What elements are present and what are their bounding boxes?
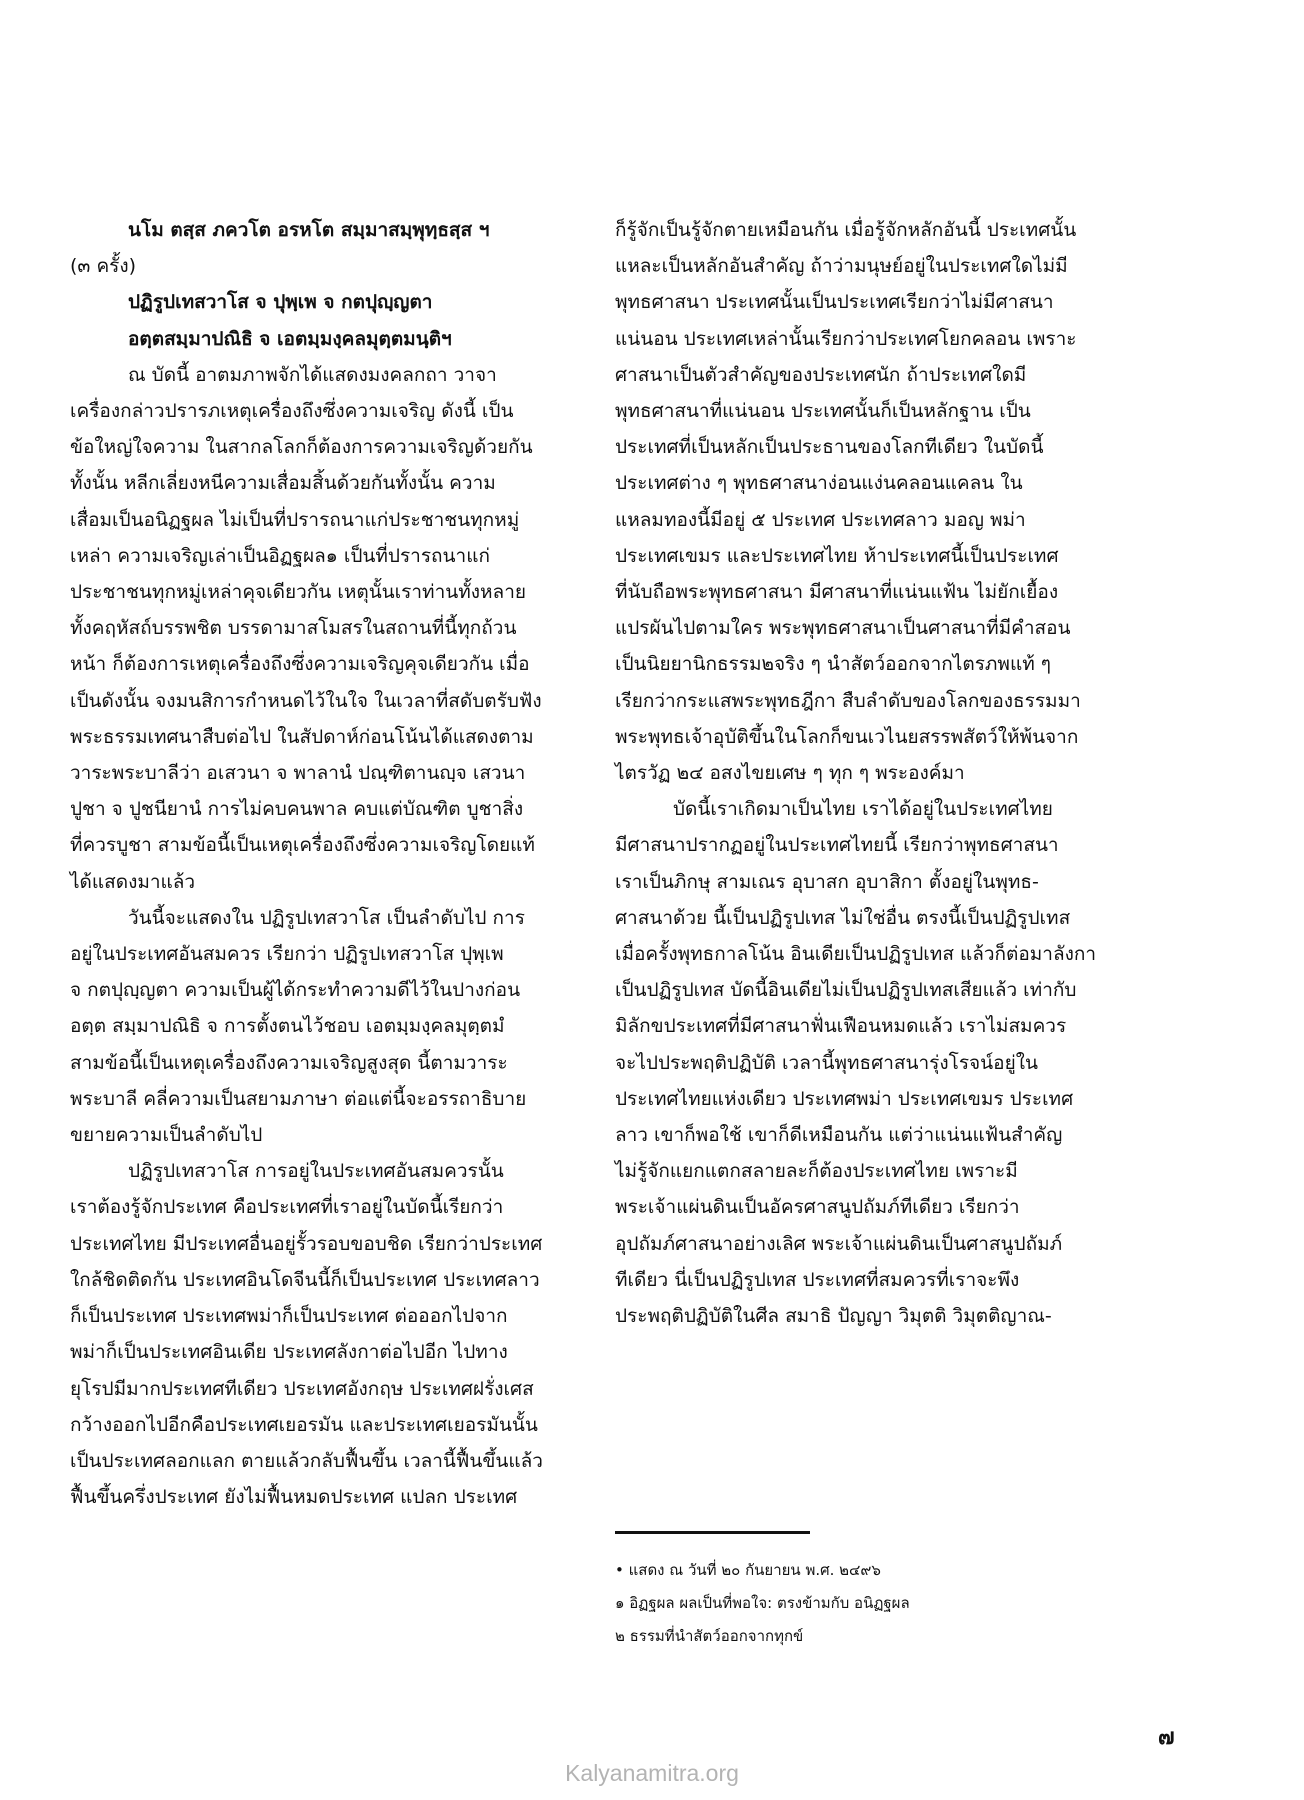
text-line: แน่นอน ประเทศเหล่านั้นเรียกว่าประเทศโยกคลอน เพราะ [615,327,1077,350]
text-line: (๓ ครั้ง) [70,255,137,278]
text-line: พุทธศาสนาที่แน่นอน ประเทศนั้นก็เป็นหลักฐาน เป็น [615,400,1031,423]
text-line: ประเทศไทย มีประเทศอื่นอยู่รั้วรอบขอบชิด เรียกว่าประเทศ [70,1232,543,1255]
watermark: Kalyanamitra.org [565,1760,739,1786]
footnote-rule [615,1531,810,1534]
text-line: พระธรรมเทศนาสืบต่อไป ในสัปดาห์ก่อนโน้นได้แสดงตาม [70,725,534,748]
text-line: มีศาสนาปรากฏอยู่ในประเทศไทยนี้ เรียกว่าพุทธศาสนา [615,834,1059,857]
footnotes [615,1531,1015,1653]
text-line: สามข้อนี้เป็นเหตุเครื่องถึงความเจริญสูงสุด นี้ตามวาระ [70,1051,508,1074]
text-line: จะไปประพฤติปฏิบัติ เวลานี้พุทธศาสนารุ่งโรจน์อยู่ใน [615,1051,1038,1074]
text-line: ทั้งคฤหัสถ์บรรพชิต บรรดามาสโมสรในสถานที่นี้ทุกถ้วน [70,617,517,640]
text-line: ประเทศที่เป็นหลักเป็นประธานของโลกทีเดียว ในบัดนี้ [615,436,1044,459]
footnote-3: ๒ ธรรมที่นำสัตว์ออกจากทุกข์ [615,1627,804,1645]
text-line: ประเทศต่าง ๆ พุทธศาสนาง่อนแง่นคลอนแคลน ใน [615,472,1023,495]
text-line: ณ บัดนี้ อาตมภาพจักได้แสดงมงคลกถา วาจา [128,363,497,386]
text-line: เป็นดังนั้น จงมนสิการกำหนดไว้ในใจ ในเวลาที่สดับตรับฟัง [70,689,542,712]
text-line: ยุโรปมีมากประเทศทีเดียว ประเทศอังกฤษ ประเทศฝรั่งเศส [70,1377,534,1400]
text-line: ข้อใหญ่ใจความ ในสากลโลกก็ต้องการความเจริญด้วยกัน [70,436,533,459]
text-line: นโม ตสฺส ภควโต อรหโต สมฺมาสมฺพุทฺธสฺส ฯ [128,219,490,241]
text-line: แหละเป็นหลักอันสำคัญ ถ้าว่ามนุษย์อยู่ในประเทศใดไม่มี [615,255,1068,278]
text-line: เป็นนิยยานิกธรรม๒จริง ๆ นำสัตว์ออกจากไตรภพแท้ ๆ [615,653,1051,676]
text-line: เมื่อครั้งพุทธกาลโน้น อินเดียเป็นปฏิรูปเทส แล้วก็ต่อมาลังกา [615,943,1097,966]
text-line: มิลักขประเทศที่มีศาสนาฟั่นเฟือนหมดแล้ว เราไม่สมควร [615,1015,1067,1038]
text-line: พม่าก็เป็นประเทศอินเดีย ประเทศลังกาต่อไปอีก ไปทาง [70,1341,508,1364]
text-line: ทีเดียว นี่เป็นปฏิรูปเทส ประเทศที่สมควรที่เราจะพึง [615,1268,1020,1291]
text-line: ประพฤติปฏิบัติในศีล สมาธิ ปัญญา วิมุตติ วิมุตติญาณ- [615,1305,1052,1328]
text-line: จ กตปุญฺญตา ความเป็นผู้ได้กระทำความดีไว้ในปางก่อน [70,979,521,1002]
text-line: ได้แสดงมาแล้ว [70,870,196,893]
text-line: อตฺตสมฺมาปณิธิ จ เอตมฺมงฺคลมุตฺตมนฺติฯ [128,327,452,350]
text-line: เราเป็นภิกษุ สามเณร อุบาสก อุบาสิกา ตั้งอยู่ในพุทธ- [615,870,1039,893]
text-line: พระเจ้าแผ่นดินเป็นอัครศาสนูปถัมภ์ทีเดียว เรียกว่า [615,1196,1020,1219]
text-line: พุทธศาสนา ประเทศนั้นเป็นประเทศเรียกว่าไม่มีศาสนา [615,291,1054,314]
text-line: บัดนี้เราเกิดมาเป็นไทย เราได้อยู่ในประเทศไทย [673,798,1053,821]
text-line: ปฏิรูปเทสวาโส จ ปุพฺเพ จ กตปุญฺญตา [128,291,433,314]
text-line: อตฺต สมฺมาปณิธิ จ การตั้งตนไว้ชอบ เอตมฺมงฺคลมุตฺตมํ [70,1015,505,1038]
text-line: ปฏิรูปเทสวาโส การอยู่ในประเทศอันสมควรนั้น [128,1160,504,1183]
text-line: พระพุทธเจ้าอุบัติขึ้นในโลกก็ขนเวไนยสรรพสัตว์ให้พ้นจาก [615,725,1079,748]
text-line: ปูชา จ ปูชนียานํ การไม่คบคนพาล คบแต่บัณฑิต บูชาสิ่ง [70,798,524,821]
text-line: ไม่รู้จักแยกแตกสลายละก็ต้องประเทศไทย เพราะมี [615,1160,1018,1183]
text-line: ศาสนาด้วย นี้เป็นปฏิรูปเทส ไม่ใช่อื่น ตรงนี้เป็นปฏิรูปเทส [615,906,1071,929]
footnote-1: • แสดง ณ วันที่ ๒๐ กันยายน พ.ศ. ๒๔๙๖ [615,1561,881,1579]
right-column [615,212,1103,1334]
text-line: ประเทศไทยแห่งเดียว ประเทศพม่า ประเทศเขมร ประเทศ [615,1087,1074,1110]
text-line: ใกล้ชิดติดกัน ประเทศอินโดจีนนี้ก็เป็นประเทศ ประเทศลาว [70,1268,540,1291]
text-line: ไตรวัฏ ๒๔ อสงไขยเศษ ๆ ทุก ๆ พระองค์มา [615,762,965,785]
left-column [70,212,570,1515]
text-line: วันนี้จะแสดงใน ปฏิรูปเทสวาโส เป็นลำดับไป การ [128,906,525,929]
text-line: หน้า ก็ต้องการเหตุเครื่องถึงซึ่งความเจริญคุจเดียวกัน เมื่อ [70,653,530,676]
text-line: ศาสนาเป็นตัวสำคัญของประเทศนัก ถ้าประเทศใดมี [615,363,1027,386]
text-line: เหล่า ความเจริญเล่าเป็นอิฏฐผล๑ เป็นที่ปรารถนาแก่ [70,544,490,567]
text-line: ที่ควรบูชา สามข้อนี้เป็นเหตุเครื่องถึงซึ่งความเจริญโดยแท้ [70,834,535,857]
text-line: ฟื้นขึ้นครึ่งประเทศ ยังไม่ฟื้นหมดประเทศ แปลก ประเทศ [70,1486,518,1509]
text-line: ประเทศเขมร และประเทศไทย ห้าประเทศนี้เป็นประเทศ [615,544,1059,567]
page-number: ๗ [1158,1725,1175,1750]
text-line: ก็เป็นประเทศ ประเทศพม่าก็เป็นประเทศ ต่อออกไปจาก [70,1305,508,1328]
footnote-2: ๑ อิฏฐผล ผลเป็นที่พอใจ: ตรงข้ามกับ อนิฏฐผล [615,1594,910,1612]
text-line: อยู่ในประเทศอันสมควร เรียกว่า ปฏิรูปเทสวาโส ปุพฺเพ [70,943,504,966]
text-line: แปรผันไปตามใคร พระพุทธศาสนาเป็นศาสนาที่มีคำสอน [615,617,1071,640]
text-line: กว้างออกไปอีกคือประเทศเยอรมัน และประเทศเยอรมันนั้น [70,1413,538,1436]
text-line: ลาว เขาก็พอใช้ เขาก็ดีเหมือนกัน แต่ว่าแน่นแฟ้นสำคัญ [615,1124,1063,1147]
text-line: เป็นปฏิรูปเทส บัดนี้อินเดียไม่เป็นปฏิรูปเทสเสียแล้ว เท่ากับ [615,979,1077,1002]
text-line: เป็นประเทศลอกแลก ตายแล้วกลับฟื้นขึ้น เวลานี้ฟื้นขึ้นแล้ว [70,1449,543,1472]
text-line: เรียกว่ากระแสพระพุทธฎีกา สืบลำดับของโลกของธรรมมา [615,689,1081,712]
text-line: ก็รู้จักเป็นรู้จักตายเหมือนกัน เมื่อรู้จักหลักอันนี้ ประเทศนั้น [615,219,1077,241]
text-line: เราต้องรู้จักประเทศ คือประเทศที่เราอยู่ในบัดนี้เรียกว่า [70,1196,504,1219]
text-line: เสื่อมเป็นอนิฏฐผล ไม่เป็นที่ปรารถนาแก่ประชาชนทุกหมู่ [70,508,520,531]
text-line: แหลมทองนี้มีอยู่ ๕ ประเทศ ประเทศลาว มอญ พม่า [615,508,1026,531]
text-line: อุปถัมภ์ศาสนาอย่างเลิศ พระเจ้าแผ่นดินเป็นศาสนูปถัมภ์ [615,1232,1063,1255]
text-line: วาระพระบาลีว่า อเสวนา จ พาลานํ ปณฺฑิตานญฺจ เสวนา [70,762,526,785]
text-line: พระบาลี คลี่ความเป็นสยามภาษา ต่อแต่นี้จะอรรถาธิบาย [70,1087,527,1110]
text-line: ขยายความเป็นลำดับไป [70,1124,263,1147]
text-line: ทั้งนั้น หลีกเลี่ยงหนีความเสื่อมสิ้นด้วยกันทั้งนั้น ความ [70,472,496,495]
text-line: ที่นับถือพระพุทธศาสนา มีศาสนาที่แน่นแฟ้น ไม่ยักเยื้อง [615,581,1059,604]
text-line: เครื่องกล่าวปรารภเหตุเครื่องถึงซึ่งความเจริญ ดังนี้ เป็น [70,400,514,423]
text-line: ประชาชนทุกหมู่เหล่าคุจเดียวกัน เหตุนั้นเราท่านทั้งหลาย [70,581,526,604]
